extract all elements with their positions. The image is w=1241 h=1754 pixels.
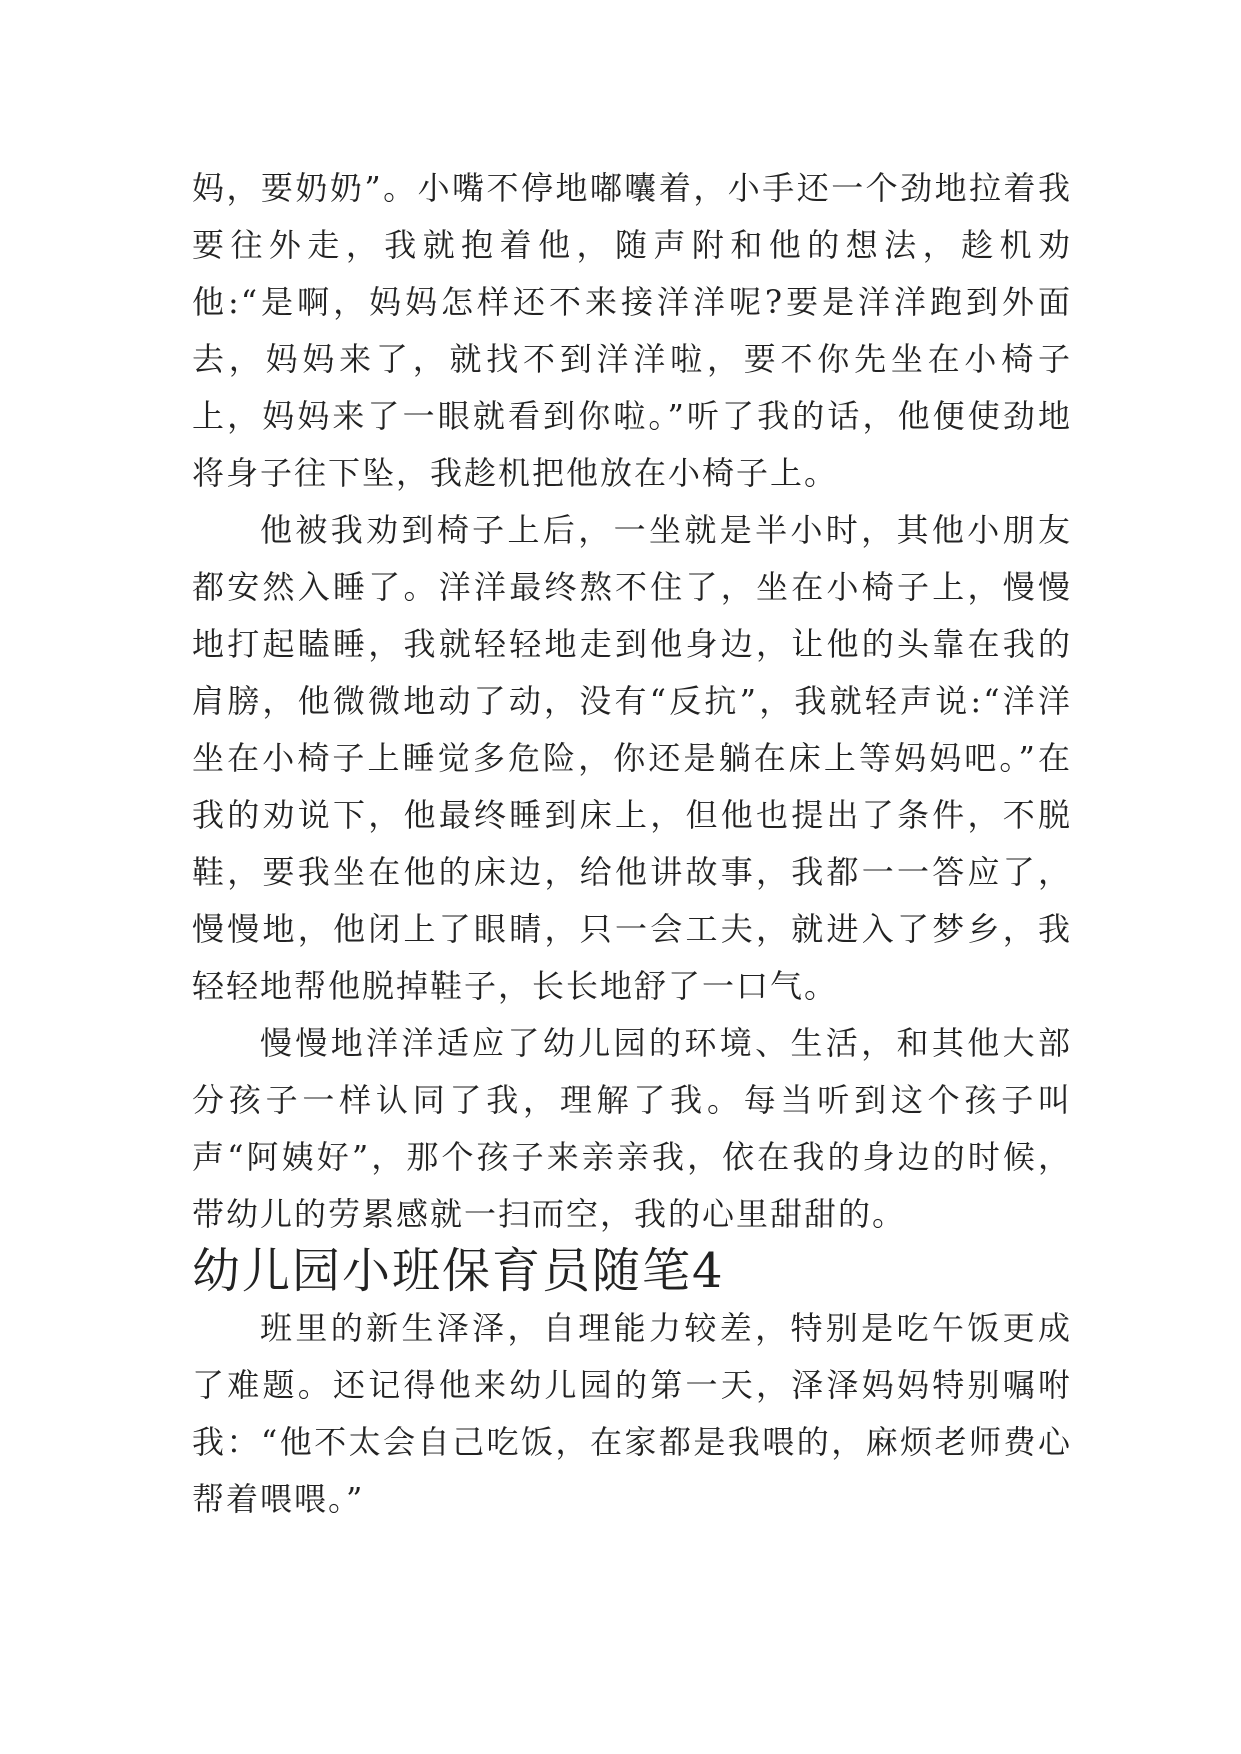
paragraph: 他被我劝到椅子上后，一坐就是半小时，其他小朋友都安然入睡了。洋洋最终熬不住了，坐在小椅子上，慢慢地打起瞌睡，我就轻轻地走到他身边，让他的头靠在我的肩膀，他微微地动了动，没有“反抗”，我就轻声说:“洋洋坐在小椅子上睡觉多危险，你还是躺在床上等妈妈吧。”在我的劝说下，他最终睡到床上，但他也提出了条件，不脱鞋，要我坐在他的床边，给他讲故事，我都一一答应了，慢慢地，他闭上了眼睛，只一会工夫，就进入了梦乡，我轻轻地帮他脱掉鞋子，长长地舒了一口气。 — [192, 511, 1072, 1005]
document-body — [192, 160, 1072, 1528]
section-title: 幼儿园小班保育员随笔4 — [192, 1243, 725, 1299]
paragraph: 慢慢地洋洋适应了幼儿园的环境、生活，和其他大部分孩子一样认同了我，理解了我。每当听到这个孩子叫声“阿姨好”，那个孩子来亲亲我，依在我的身边的时候，带幼儿的劳累感就一扫而空，我的心里甜甜的。 — [192, 1024, 1072, 1233]
paragraph: 班里的新生泽泽，自理能力较差，特别是吃午饭更成了难题。还记得他来幼儿园的第一天，泽泽妈妈特别嘱咐我：“他不太会自己吃饭，在家都是我喂的，麻烦老师费心帮着喂喂。” — [192, 1309, 1072, 1518]
paragraph-continued: 妈，要奶奶”。小嘴不停地嘟囔着，小手还一个劲地拉着我要往外走，我就抱着他，随声附和他的想法，趁机劝他:“是啊，妈妈怎样还不来接洋洋呢?要是洋洋跑到外面去，妈妈来了，就找不到洋洋啦，要不你先坐在小椅子上，妈妈来了一眼就看到你啦。”听了我的话，他便使劲地将身子往下坠，我趁机把他放在小椅子上。 — [192, 169, 1072, 492]
